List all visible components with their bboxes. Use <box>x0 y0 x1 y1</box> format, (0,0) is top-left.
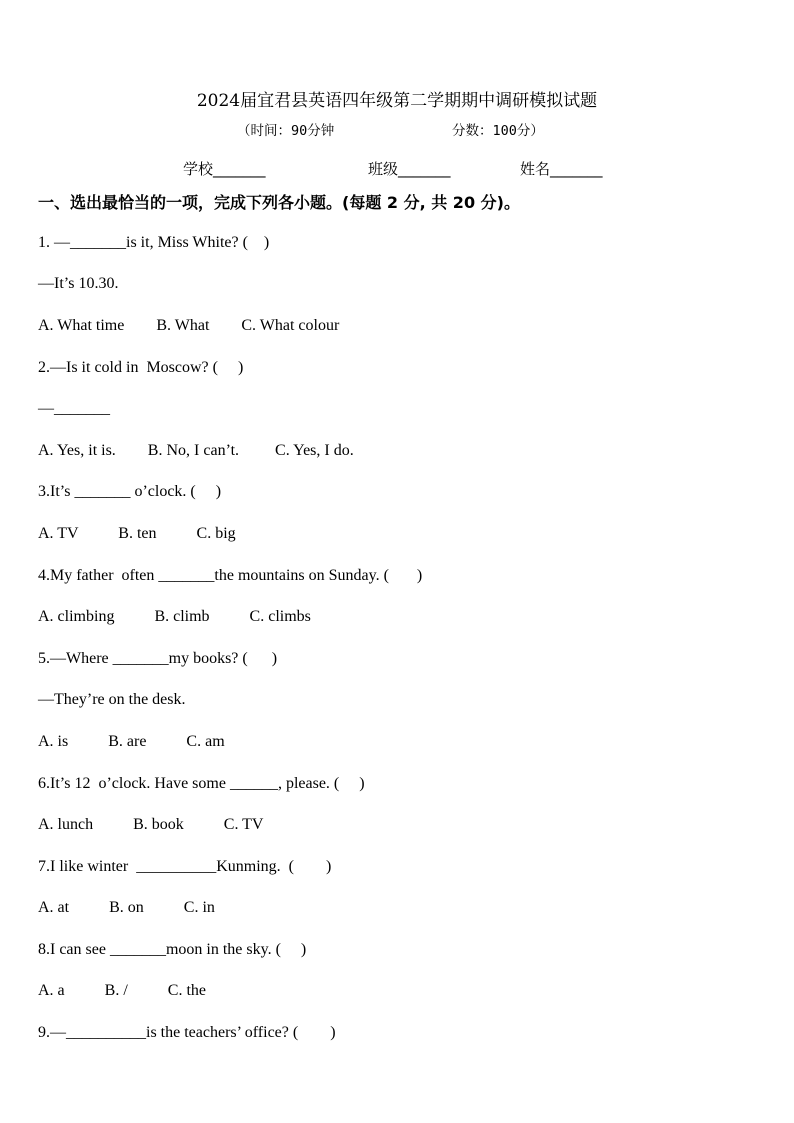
options-line: A. What time B. What C. What colour <box>38 317 340 334</box>
options-line: A. is B. are C. am <box>38 733 225 750</box>
exam-score: 分数：100分） <box>452 123 544 139</box>
question-line: 1. —_______is it, Miss White? ( ) <box>38 234 270 251</box>
exam-title: 2024届宜君县英语四年级第二学期期中调研模拟试题 <box>196 91 598 111</box>
exam-time: （时间：90分钟 <box>237 123 335 139</box>
options-line: A. lunch B. book C. TV <box>38 816 264 833</box>
question-line: 5.—Where _______my books? ( ) <box>38 650 278 667</box>
name-field: 姓名_______ <box>520 160 603 178</box>
options-line: A. climbing B. climb C. climbs <box>38 608 311 625</box>
question-line: 6.It’s 12 o’clock. Have some ______, please. ( ) <box>38 775 365 792</box>
options-line: A. Yes, it is. B. No, I can’t. C. Yes, I do. <box>38 442 354 459</box>
answer-line: —_______ <box>38 400 110 417</box>
answer-line: —It’s 10.30. <box>38 275 119 292</box>
question-line: 2.—Is it cold in Moscow? ( ) <box>38 359 244 376</box>
section-heading: 一、选出最恰当的一项，完成下列各小题。(每题 2 分, 共 20 分)。 <box>38 193 520 212</box>
question-line: 9.—__________is the teachers’ office? ( ) <box>38 1024 336 1041</box>
question-line: 3.It’s _______ o’clock. ( ) <box>38 483 222 500</box>
question-line: 7.I like winter __________Kunming. ( ) <box>38 858 332 875</box>
school-field: 学校_______ <box>183 160 266 178</box>
options-line: A. TV B. ten C. big <box>38 525 236 542</box>
question-line: 4.My father often _______the mountains on Sunday. ( ) <box>38 567 423 584</box>
class-field: 班级_______ <box>368 160 451 178</box>
options-line: A. at B. on C. in <box>38 899 215 916</box>
answer-line: —They’re on the desk. <box>38 691 186 708</box>
options-line: A. a B. / C. the <box>38 982 206 999</box>
question-line: 8.I can see _______moon in the sky. ( ) <box>38 941 307 958</box>
